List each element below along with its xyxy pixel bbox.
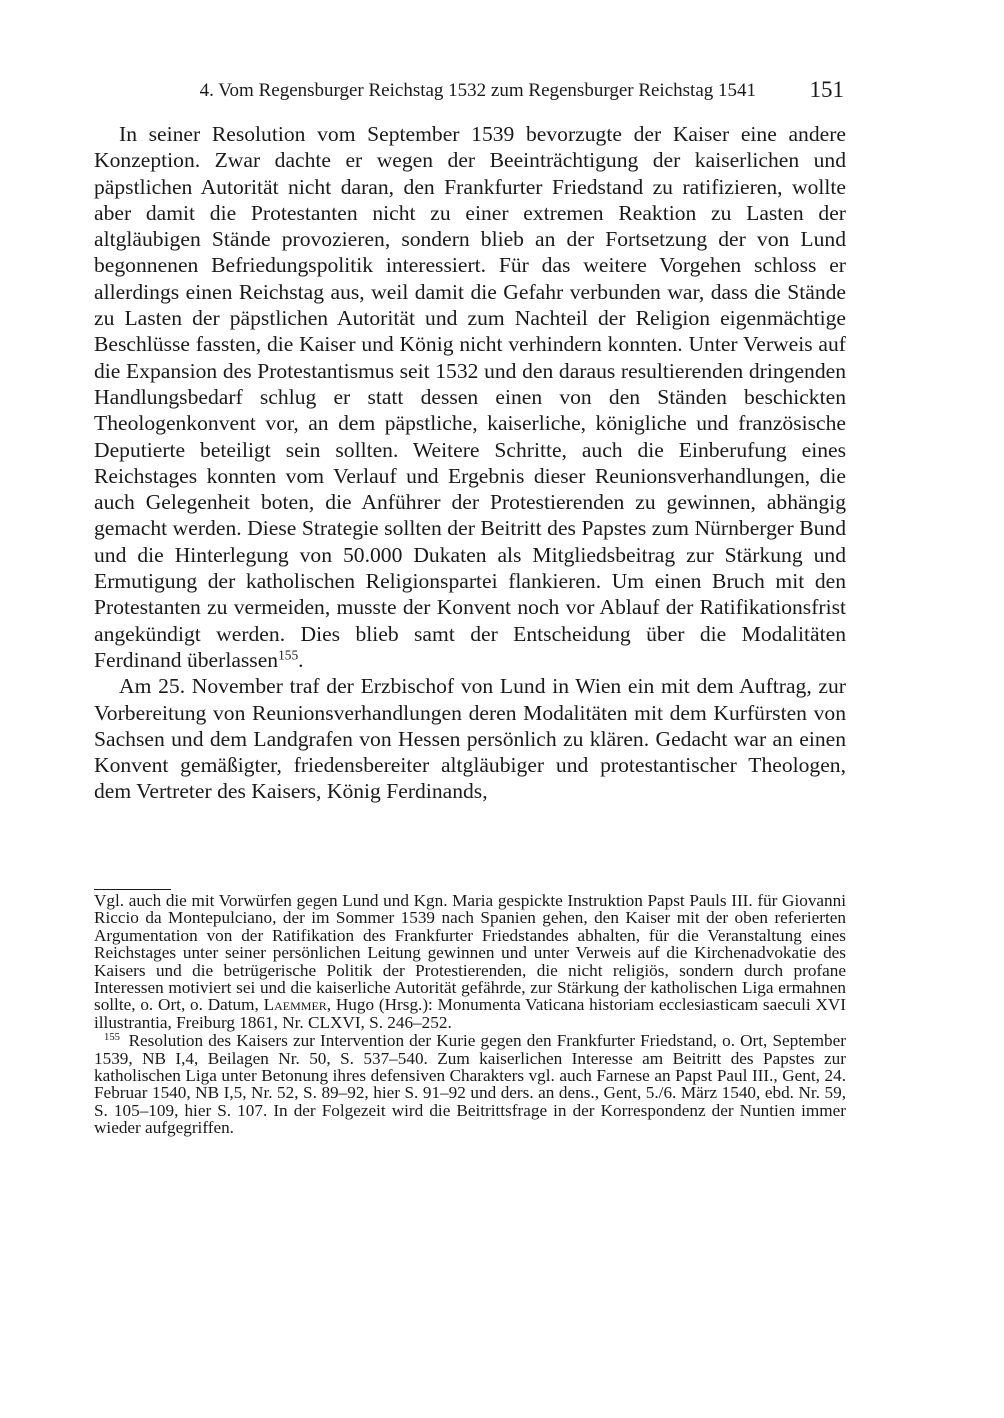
page-number: 151 — [809, 77, 844, 102]
footnote-continuation — [94, 892, 846, 1031]
main-text — [94, 121, 846, 805]
paragraph-text: In seiner Resolution vom September 1539 bevorzugte der Kaiser eine andere Konzeption. Zwar dachte er wegen der Beeinträchtigung der kaiserlichen und päpstlichen Autorität nicht daran, den Frankfurter Friedstand zu ratifizieren, wollte aber damit die Protestanten nicht zu einer extremen Reaktion zu Lasten der altgläubigen Stände provozieren, sondern blieb an der Fortsetzung der von Lund begonnenen Befriedungspolitik interessiert. Für das weitere Vorgehen schloss er allerdings einen Reichstag aus, weil damit die Gefahr verbunden war, dass die Stände zu Lasten der päpstlichen Autorität und zum Nachteil der Religion eigenmächtige Beschlüsse fassten, die Kaiser und König nicht verhindern konnten. Unter Verweis auf die Expansion des Protestantismus seit 1532 und den daraus resultierenden dringenden Handlungsbedarf schlug er statt dessen einen von den Ständen beschickten Theologenkonvent vor, an dem päpstliche, kaiserliche, königliche und französische Deputierte beteiligt sein sollten. Weitere Schritte, auch die Einberufung eines Reichstages konnten vom Verlauf und Ergebnis dieser Reunionsverhandlungen, die auch Gelegenheit boten, die Anführer der Protestierenden zu gewinnen, abhängig gemacht werden. Diese Strategie sollten der Beitritt des Papstes zum Nürnberger Bund und die Hinterlegung von 50.000 Dukaten als Mitgliedsbeitrag zur Stärkung und Ermutigung der katholischen Religionspartei flankieren. Um einen Bruch mit den Protestanten zu vermeiden, musste der Konvent noch vor Ablauf der Ratifikationsfrist angekündigt werden. Dies blieb samt der Entscheidung über die Modalitäten Ferdinand überlassen — [94, 122, 846, 672]
author-smallcaps: Laemmer — [263, 995, 327, 1015]
footnote-reference-155[interactable]: 155 — [278, 647, 299, 663]
running-title: 4. Vom Regensburger Reichstag 1532 zum Regensburger Reichstag 1541 — [199, 80, 756, 101]
footnote-text: Vgl. auch die mit Vorwürfen gegen Lund und Kgn. Maria gespickte Instruktion Papst Pauls III. für Giovanni Riccio da Montepulciano, der im Sommer 1539 nach Spanien gehen, den Kaiser mit der oben referierten Argumentation von der Ratifikation des Frankfurter Friedstandes abhalten, für die Veranstaltung eines Reichstages unter seiner persönlichen Leitung gewinnen und unter Verweis auf die Kirchenadvokatie des Kaisers und die betrügerische Politik der Protestierenden, die nicht religiös, sondern durch profane Interessen motiviert sei und die kaiserliche Autorität gefährde, zur Stärkung der katholischen Liga ermahnen sollte, o. Ort, o. Datum, — [94, 891, 846, 1015]
running-head — [94, 77, 846, 106]
paragraph-lund-vienna — [94, 673, 846, 804]
paragraph-resolution — [94, 121, 846, 673]
footnote-155 — [94, 1032, 846, 1136]
paragraph-text: Am 25. November traf der Erzbischof von Lund in Wien ein mit dem Auftrag, zur Vorbereitung von Reunionsverhandlungen deren Modalitäten mit dem Kurfürsten von Sachsen und dem Landgrafen von Hessen persönlich zu klären. Gedacht war an einen Konvent gemäßigter, friedensbereiter altgläubiger und protestantischer Theologen, dem Vertreter des Kaisers, König Ferdinands, — [94, 674, 846, 804]
footnotes — [94, 892, 846, 1137]
paragraph-trailing-punct: . — [298, 647, 304, 672]
footnote-text: , Hugo (Hrsg.): Monumenta Vaticana historiam ecclesiasticam saeculi XVI illustrantia, Freiburg 1861, Nr. CLXVI, S. 246–252. — [94, 995, 846, 1032]
footnote-separator-rule — [94, 889, 171, 890]
footnote-text: Resolution des Kaisers zur Intervention der Kurie gegen den Frankfurter Friedstand, o. Ort, September 1539, NB I,4, Beilagen Nr. 50, S. 537–540. Zum kaiserlichen Interesse am Beitritt des Papstes zur katholischen Liga unter Betonung ihres defensiven Charakters vgl. auch Farnese an Papst Paul III., Gent, 24. Februar 1540, NB I,5, Nr. 52, S. 89–92, hier S. 91–92 und ders. an dens., Gent, 5./6. März 1540, ebd. Nr. 59, S. 105–109, hier S. 107. In der Folgezeit wird die Beitrittsfrage in der Korrespondenz der Nuntien immer wieder aufgegriffen. — [94, 1031, 846, 1138]
footnote-number-155: 155 — [104, 1032, 120, 1044]
